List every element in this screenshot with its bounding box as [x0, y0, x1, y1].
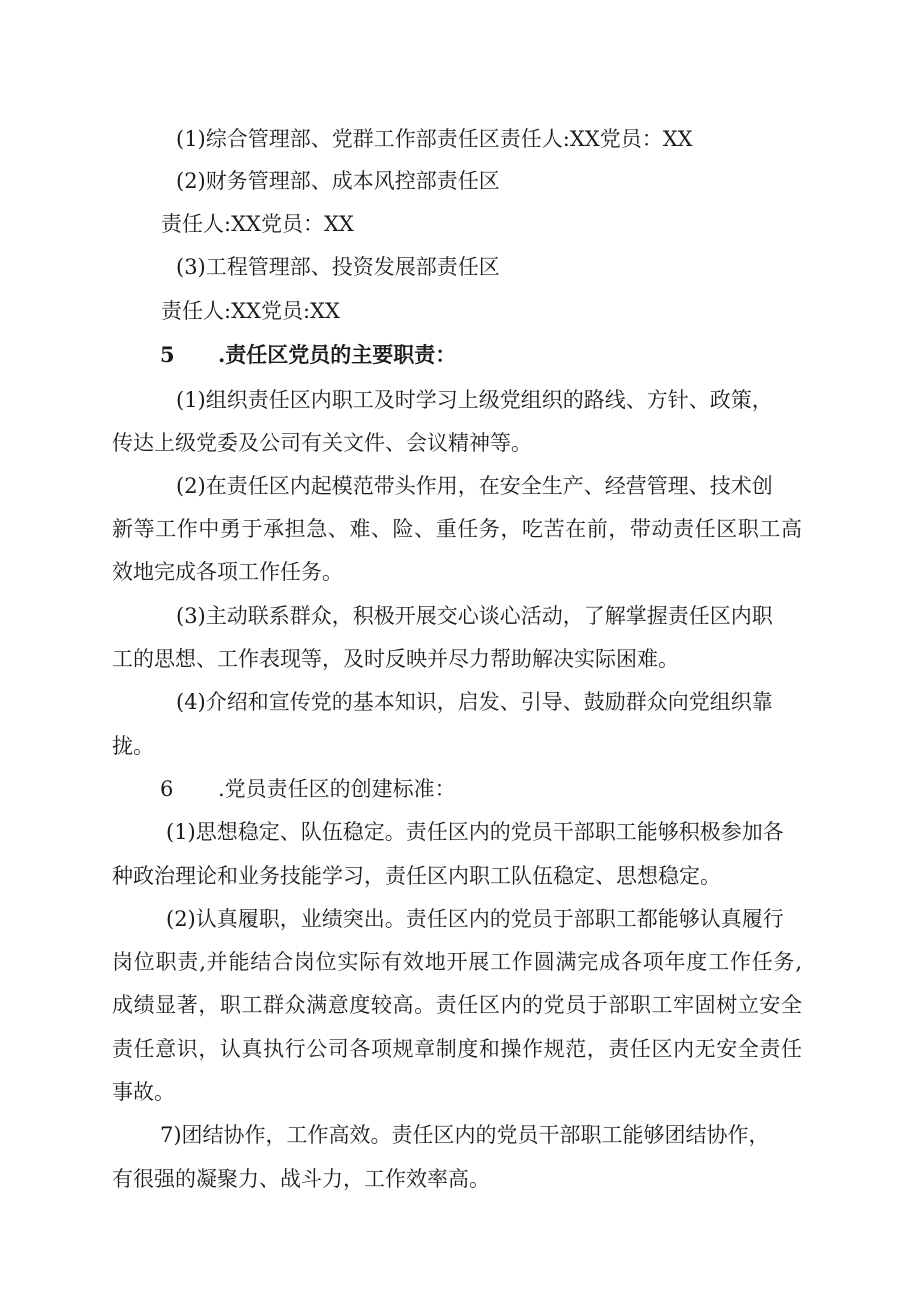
org-item-2: (2)财务管理部、成本风控部责任区 [176, 169, 500, 193]
standard-2-line-2: 岗位职责,并能结合岗位实际有效地开展工作圆满完成各项年度工作任务, [112, 950, 802, 974]
section-number: 6 [160, 777, 174, 801]
duty-2-line-1: (2)在责任区内起模范带头作用，在安全生产、经营管理、技术创 [176, 474, 773, 498]
duty-1-line-2: 传达上级党委及公司有关文件、会议精神等。 [112, 431, 532, 455]
duty-1-line-1: (1)组织责任区内职工及时学习上级党组织的路线、方针、政策， [176, 388, 773, 412]
standard-3-line-1: 7)团结协作，工作高效。责任区内的党员干部职工能够团结协作， [160, 1123, 770, 1147]
duty-4-line-2: 拢。 [112, 734, 154, 758]
standard-2-line-4: 责任意识，认真执行公司各项规章制度和操作规范，责任区内无安全责任 [112, 1037, 802, 1061]
standard-1-line-1: (1)思想稳定、队伍稳定。责任区内的党员干部职工能够积极参加各 [166, 820, 784, 844]
section-title: .党员责任区的创建标准： [218, 777, 456, 801]
duty-2-line-2: 新等工作中勇于承担急、难、险、重任务，吃苦在前，带动责任区职工高 [112, 517, 802, 541]
standard-3-line-2: 有很强的凝聚力、战斗力，工作效率高。 [112, 1167, 490, 1191]
org-item-3: (3)工程管理部、投资发展部责任区 [176, 255, 500, 279]
standard-2-line-1: (2)认真履职，业绩突出。责任区内的党员于部职工都能够认真履行 [166, 907, 784, 931]
section-6-heading [160, 774, 456, 804]
standard-2-line-5: 事故。 [112, 1080, 175, 1104]
section-5-heading [160, 340, 456, 370]
duty-3-line-2: 工的思想、工作表现等，及时反映并尽力帮助解决实际困难。 [112, 647, 679, 671]
standard-1-line-2: 种政治理论和业务技能学习，责任区内职工队伍稳定、思想稳定。 [112, 864, 721, 888]
duty-4-line-1: (4)介绍和宣传党的基本知识，启发、引导、鼓励群众向党组织靠 [176, 690, 773, 714]
section-number: 5 [160, 342, 175, 367]
section-title: .责任区党员的主要职责： [218, 342, 457, 367]
standard-2-line-3: 成绩显著，职工群众满意度较高。责任区内的党员于部职工牢固树立安全 [112, 993, 802, 1017]
duty-3-line-1: (3)主动联系群众，积极开展交心谈心活动，了解掌握责任区内职 [176, 604, 773, 628]
org-item-3-responsible: 责任人:XX党员:XX [161, 299, 340, 323]
org-item-1: (1)综合管理部、党群工作部责任区责任人:XX党员：XX [176, 127, 693, 151]
org-item-2-responsible: 责任人:XX党员：XX [161, 212, 354, 236]
duty-2-line-3: 效地完成各项工作任务。 [112, 560, 343, 584]
